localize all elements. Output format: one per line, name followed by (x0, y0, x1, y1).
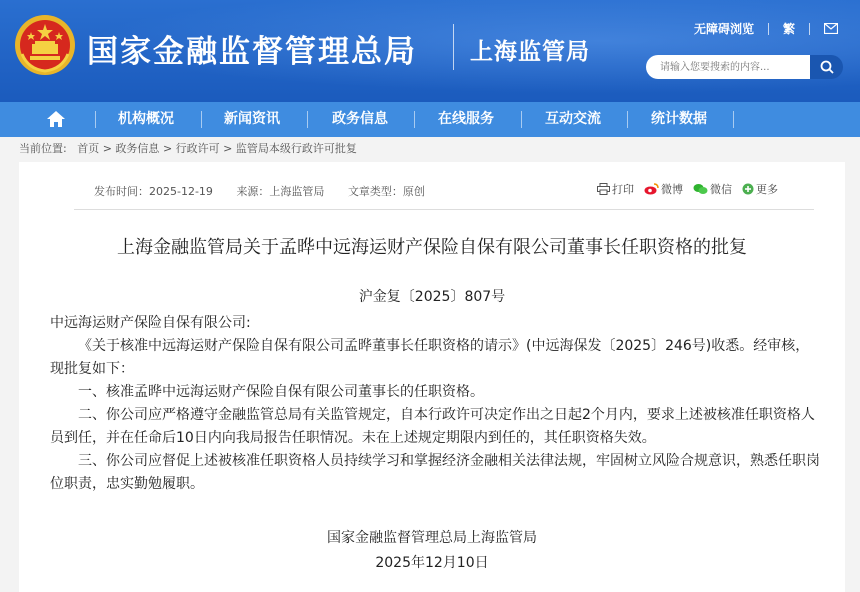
nav-divider (95, 111, 96, 128)
plus-circle-icon (742, 183, 754, 195)
body-paragraph: 二、你公司应严格遵守金融监管总局有关监管规定，自本行政许可决定作出之日起2个月内，要求上述被核准任职资格人员到任，并在任命后10日内向我局报告任职情况。未在上述规定期限内到任的，其任职资格失效。 (50, 407, 815, 446)
article-title: 上海金融监管局关于孟晔中远海运财产保险自保有限公司董事长任职资格的批复 (117, 237, 747, 258)
article-type: 文章类型：原创 (347, 185, 425, 198)
nav-divider (201, 111, 202, 128)
mail-icon[interactable] (824, 23, 838, 34)
wechat-icon (693, 183, 708, 195)
nav-item-government-info[interactable]: 政务信息 (332, 111, 388, 127)
nav-divider (733, 111, 734, 128)
share-bar (597, 181, 788, 197)
link-divider (768, 23, 769, 35)
traditional-chinese-link[interactable]: 繁 (783, 22, 796, 36)
more-share-button[interactable] (742, 181, 778, 197)
accessibility-link[interactable]: 无障碍浏览 (694, 22, 755, 36)
nav-item-news[interactable]: 新闻资讯 (224, 111, 280, 127)
weibo-icon (644, 183, 659, 195)
breadcrumb-current[interactable]: 监管局本级行政许可批复 (235, 142, 357, 155)
article-source: 来源：上海监管局 (236, 185, 325, 198)
breadcrumb-home[interactable]: 首页 (77, 142, 100, 155)
printer-icon (597, 183, 610, 195)
body-paragraph: 三、你公司应督促上述被核准任职资格人员持续学习和掌握经济金融相关法律法规，牢固树立风险合规意识，熟悉任职岗位职责，忠实勤勉履职。 (50, 453, 820, 492)
top-links (694, 20, 838, 37)
search-box (646, 55, 810, 79)
document-number: 沪金复〔2025〕807号 (358, 289, 506, 305)
article-card (19, 162, 845, 592)
breadcrumb-separator: > (162, 142, 173, 155)
breadcrumb-government-info[interactable]: 政务信息 (115, 142, 160, 155)
print-button[interactable] (597, 181, 634, 197)
main-nav (0, 102, 860, 137)
header-divider (453, 24, 454, 70)
article-body (50, 312, 820, 496)
addressee: 中远海运财产保险自保有限公司: (50, 315, 251, 331)
nav-item-about[interactable]: 机构概况 (118, 111, 174, 127)
breadcrumb-admin-license[interactable]: 行政许可 (175, 142, 220, 155)
nav-divider (521, 111, 522, 128)
weibo-label: 微博 (661, 183, 683, 196)
nav-item-statistics[interactable]: 统计数据 (651, 111, 707, 127)
nav-item-interaction[interactable]: 互动交流 (545, 111, 601, 127)
publish-time: 发布时间：2025-12-19 (94, 185, 213, 198)
nav-divider (627, 111, 628, 128)
article-meta (94, 183, 445, 199)
divider (74, 209, 814, 210)
print-label: 打印 (612, 183, 634, 196)
bureau-title[interactable]: 上海监管局 (470, 39, 590, 65)
search-input[interactable] (658, 56, 812, 80)
nav-item-online-service[interactable]: 在线服务 (438, 111, 494, 127)
national-emblem-icon (14, 14, 76, 76)
search-icon (820, 60, 834, 74)
breadcrumb-label: 当前位置: (19, 142, 67, 155)
site-header (0, 0, 860, 102)
link-divider (809, 23, 810, 35)
more-label: 更多 (756, 183, 778, 196)
breadcrumb-separator: > (223, 142, 233, 155)
body-paragraph: 《关于核准中远海运财产保险自保有限公司孟晔董事长任职资格的请示》(中远海保发〔2025〕246号)收悉。经审核，现批复如下： (50, 338, 810, 377)
home-icon (46, 110, 66, 128)
nav-divider (307, 111, 308, 128)
site-title[interactable]: 国家金融监督管理总局 (87, 34, 417, 70)
wechat-label: 微信 (710, 183, 732, 196)
nav-home[interactable] (38, 102, 74, 137)
nav-divider (414, 111, 415, 128)
wechat-button[interactable] (693, 181, 732, 197)
body-paragraph: 一、核准孟晔中远海运财产保险自保有限公司董事长的任职资格。 (78, 384, 484, 400)
breadcrumb-separator: > (102, 142, 112, 155)
signature-date: 2025年12月10日 (375, 555, 489, 571)
search-button[interactable] (810, 55, 843, 79)
signature: 国家金融监督管理总局上海监管局 (327, 530, 537, 546)
weibo-button[interactable] (644, 181, 683, 197)
breadcrumb (19, 140, 357, 156)
